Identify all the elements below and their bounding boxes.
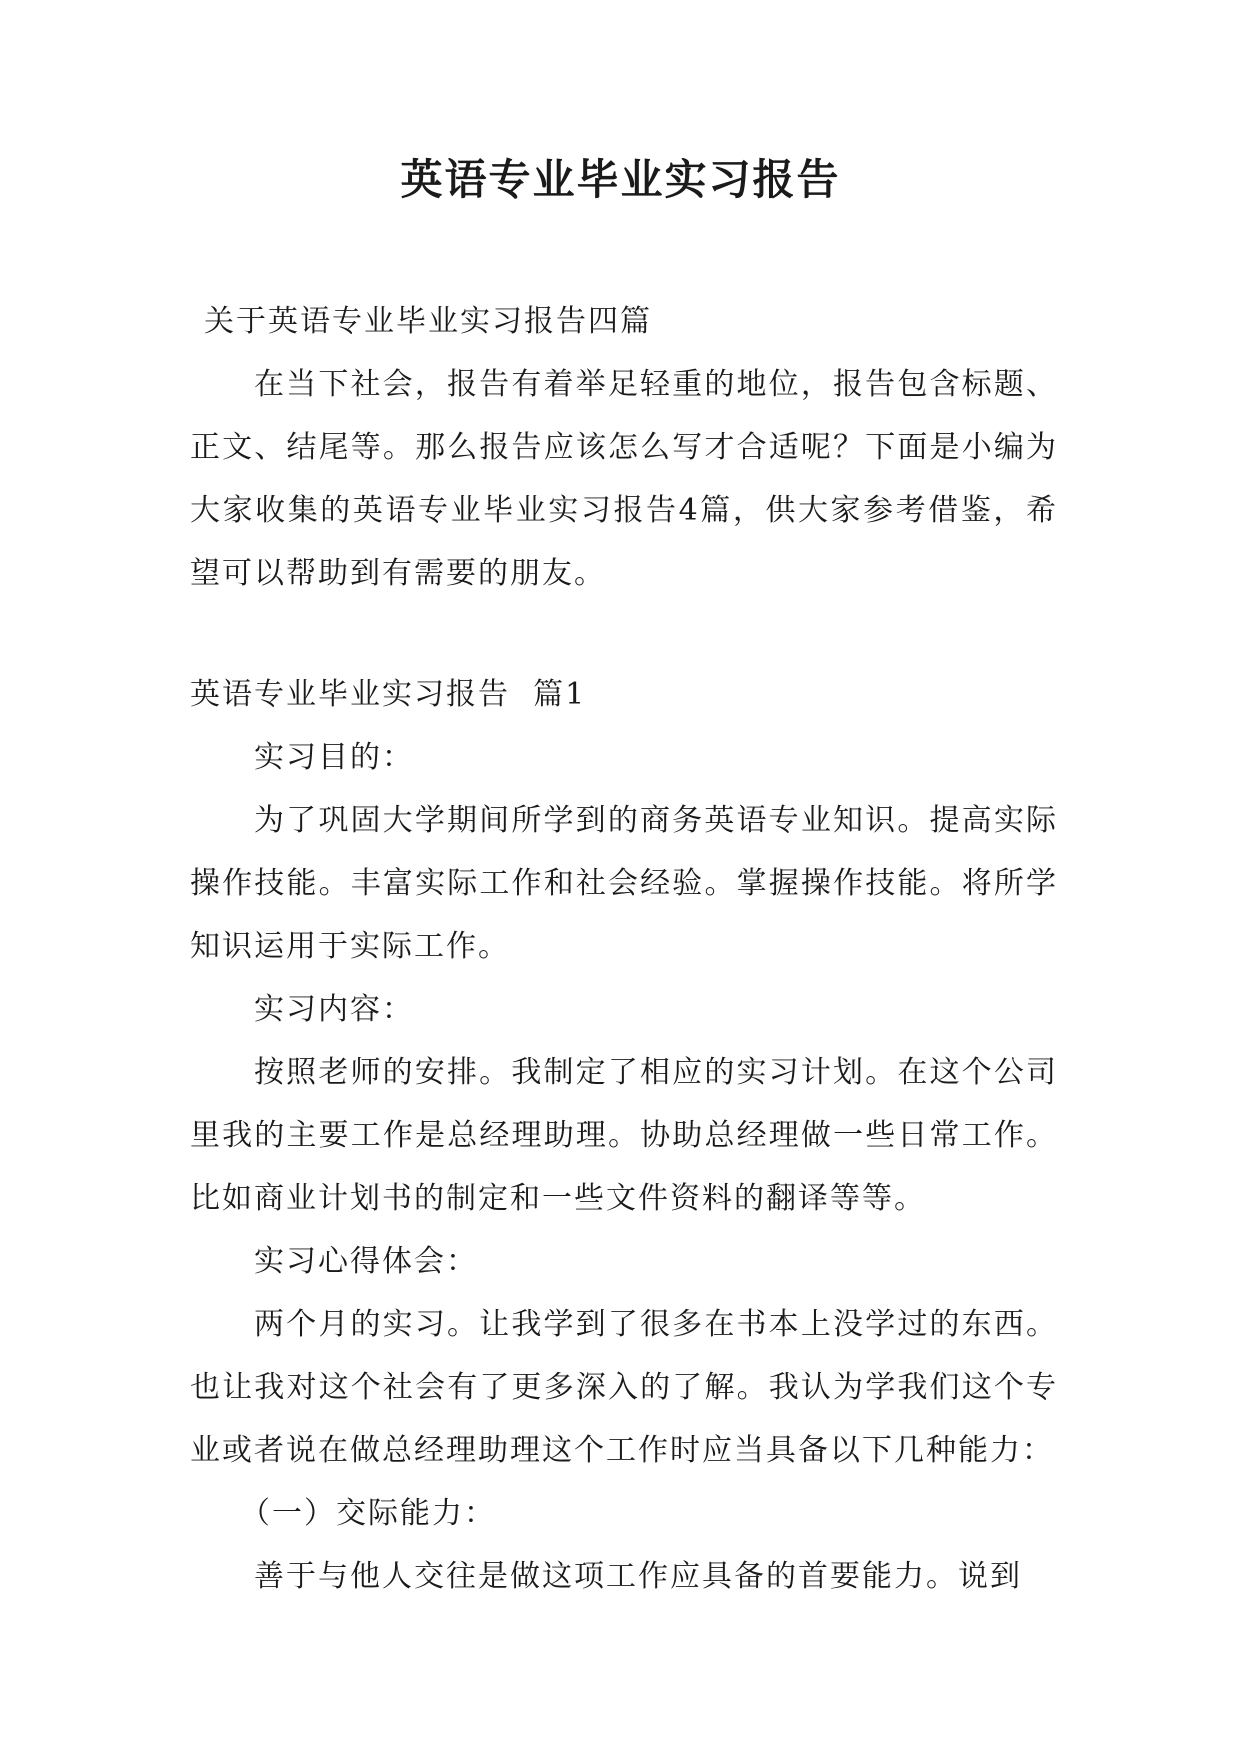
section-gap bbox=[190, 605, 1058, 663]
document-title: 英语专业毕业实习报告 bbox=[400, 155, 841, 204]
content-text: 按照老师的安排。我制定了相应的实习计划。在这个公司里我的主要工作是总经理助理。协助总经理做一些日常工作。比如商业计划书的制定和一些文件资料的翻译等等。 bbox=[190, 1055, 1058, 1216]
experience-label: 实习心得体会： bbox=[254, 1244, 478, 1279]
ability1-text: 善于与他人交往是做这项工作应具备的首要能力。说到 bbox=[254, 1559, 1022, 1594]
section1-heading: 英语专业毕业实习报告 篇1 bbox=[190, 677, 587, 712]
purpose-label: 实习目的： bbox=[254, 740, 414, 775]
ability1-label: （一）交际能力： bbox=[240, 1496, 496, 1531]
intro-heading: 关于英语专业毕业实习报告四篇 bbox=[204, 304, 652, 339]
purpose-text: 为了巩固大学期间所学到的商务英语专业知识。提高实际操作技能。丰富实际工作和社会经验。掌握操作技能。将所学知识运用于实际工作。 bbox=[190, 803, 1058, 964]
content-label: 实习内容： bbox=[254, 992, 414, 1027]
intro-paragraph: 在当下社会，报告有着举足轻重的地位，报告包含标题、正文、结尾等。那么报告应该怎么写才合适呢？下面是小编为大家收集的英语专业毕业实习报告4篇，供大家参考借鉴，希望可以帮助到有需要的朋友。 bbox=[190, 367, 1058, 591]
document-body bbox=[190, 290, 1058, 1608]
experience-text: 两个月的实习。让我学到了很多在书本上没学过的东西。也让我对这个社会有了更多深入的了解。我认为学我们这个专业或者说在做总经理助理这个工作时应当具备以下几种能力： bbox=[190, 1307, 1058, 1468]
